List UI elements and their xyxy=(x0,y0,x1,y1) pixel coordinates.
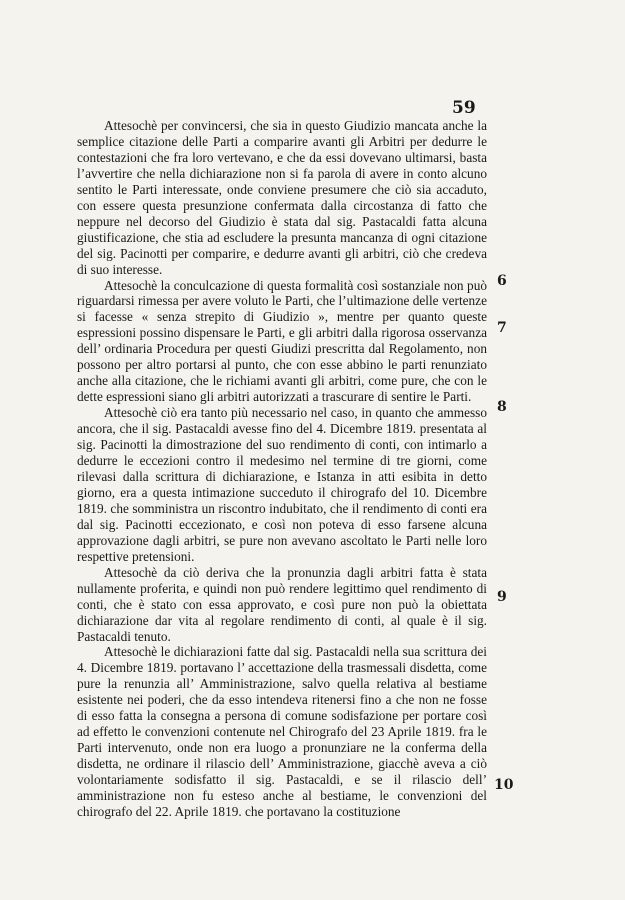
margin-note-10: 10 xyxy=(494,777,514,793)
margin-note-9: 9 xyxy=(497,589,507,605)
paragraph-5: Attesochè le dichiarazioni fatte dal sig. Pastacaldi nella sua scrittura dei 4. Dicembre 1819. portavano l’ accettazione della trasmessali disdetta, come pure la renunzia all’ Amministrazione, salvo quella relativa al bestiame esistente nei poderi, che da esso intendeva ritenersi fino a che non ne fosse di esso fatta la consegna a persona di comune sodisfazione per portare così ad effetto le convenzioni contenute nel Chirografo del 23 Aprile 1819. fra le Parti intervenuto, onde non era luogo a pronunziare ne la conferma della disdetta, ne ordinare il rilascio dell’ Amministrazione, giacchè aveva a ciò volontariamente sodisfatto il sig. Pastacaldi, e se il rilascio dell’ amministrazione non fu esteso anche al bestiame, le convenzioni del chirografo del 22. Aprile 1819. che portavano la costituzione xyxy=(77,644,487,819)
paragraph-4: Attesochè da ciò deriva che la pronunzia dagli arbitri fatta è stata nullamente proferita, e quindi non può rendere legittimo quel rendimento di conti, che è stato con essa approvato, e così pure non può la obiettata dichiarazione dar vita al regolare rendimento di conti, al quale è il sig. Pastacaldi tenuto. xyxy=(77,564,487,644)
paragraph-1: Attesochè per convincersi, che sia in questo Giudizio mancata anche la semplice citazione delle Parti a comparire avanti gli Arbitri per dedurre le contestazioni che fra loro vertevano, e che da essi dovevano ultimarsi, basta l’avvertire che nella dichiarazione non si fa parola di avere in conto alcuno sentito le Parti interessate, onde conviene presumere che ciò sia accaduto, con essere questa presunzione confermata dalla circostanza di fatto che neppure nel decorso del Giudizio è stata dal sig. Pastacaldi fatta alcuna giustificazione, che stia ad escludere la presunta mancanza di ogni citazione del sig. Pacinotti per comparire, e dedurre avanti gli arbitri, ciò che credeva di suo interesse. xyxy=(77,118,487,277)
page-number: 59 xyxy=(452,98,476,118)
margin-note-6: 6 xyxy=(497,273,507,289)
paragraph-2: Attesochè la conculcazione di questa formalità così sostanziale non può riguardarsi rimessa per avere voluto le Parti, che l’ultimazione delle vertenze si facesse « senza strepito di Giudizio », mentre per quanto queste espressioni possino dispensare le Parti, e gli arbitri dalla rigorosa osservanza dell’ ordinaria Procedura per questi Giudizi prescritta dal Regolamento, non possono per altro portarsi al punto, che con esse abbino le parti renunziato anche alla citazione, che le richiami avanti gli arbitri, come pure, che con le dette espressioni siano gli arbitri autorizzati a trascurare di sentire le Parti. xyxy=(77,277,487,405)
margin-note-7: 7 xyxy=(497,320,507,336)
body-text xyxy=(77,118,487,820)
paragraph-3: Attesochè ciò era tanto più necessario nel caso, in quanto che ammesso ancora, che il sig. Pastacaldi avesse fino del 4. Dicembre 1819. presentata al sig. Pacinotti la dimostrazione del suo rendimento di conti, con intimarlo a dedurre le eccezioni contro il medesimo nel termine di tre giorni, come rilevasi dalla scrittura di dichiarazione, e Istanza in atti esibita in detto giorno, era a questa intimazione succeduto il chirografo del 10. Dicembre 1819. che somministra un riscontro indubitato, che il rendimento di conti era dal sig. Pacinotti eccezionato, e così non poteva di esso farsene alcuna approvazione dagli arbitri, se pure non avevano ascoltato le Parti nelle loro respettive pretensioni. xyxy=(77,405,487,564)
margin-note-8: 8 xyxy=(497,399,507,415)
